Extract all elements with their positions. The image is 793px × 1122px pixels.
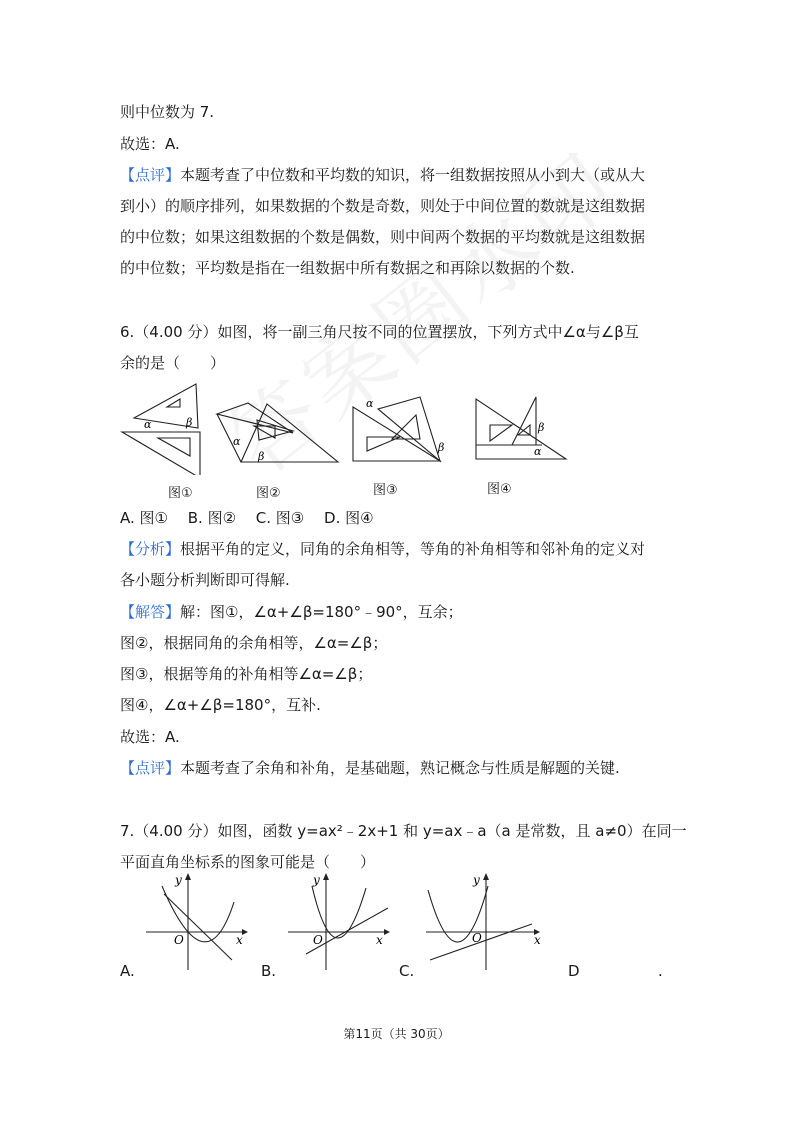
comment-tag: 【点评】 [120,166,181,184]
triangle-figure-1 [118,380,208,475]
text-line: 到小）的顺序排列，如果数据的个数是奇数，则处于中间位置的数就是这组数据 [120,197,646,215]
y-axis-label: y [313,873,320,887]
graph-option-b [284,872,392,974]
text-line: 故选：A. [120,135,180,153]
figure-caption: 图① [168,486,193,501]
text-line: 的中位数；如果这组数据的个数是偶数，则中间两个数据的平均数就是这组数据 [120,228,646,246]
alpha-label: α [534,445,542,458]
triangle-figure-2 [213,398,343,466]
origin-label: O [472,931,482,945]
comment-line [120,758,620,778]
option-label-a: A. [120,962,135,980]
text-line: 则中位数为 7. [120,103,215,121]
text-line: 的中位数；平均数是指在一组数据中所有数据之和再除以数据的个数. [120,259,575,277]
y-axis-label: y [473,873,480,887]
text-line: 各小题分析判断即可得解. [120,571,290,589]
analysis-tag: 【分析】 [120,540,181,558]
trailing-period: . [658,962,663,980]
answer-options: A. 图① B. 图② C. 图③ D. 图④ [120,509,374,527]
solution-line [120,602,463,622]
page-footer: 第11页（共 30页） [343,1027,450,1041]
figure-caption: 图④ [487,482,512,497]
analysis-line [120,539,645,559]
text-line: 图③，根据等角的补角相等∠α=∠β； [120,665,373,683]
question-stem: 余的是（ ） [120,354,226,372]
beta-label: β [438,441,445,454]
comment-text: 本题考查了中位数和平均数的知识，将一组数据按照从小到大（或从大 [180,166,646,184]
beta-label: β [186,416,193,429]
question-stem: 7.（4.00 分）如图，函数 y=ax²﹣2x+1 和 y=ax﹣a（a 是常数，且 a≠0）在同一 [120,822,687,840]
comment-line [120,165,645,185]
beta-label: β [538,421,545,434]
origin-label: O [313,933,323,947]
solution-text: 解：图①，∠α+∠β=180°﹣90°，互余； [180,603,463,621]
question-stem: 6.（4.00 分）如图，将一副三角尺按不同的位置摆放，下列方式中∠α与∠β互 [120,323,639,341]
text-line: 图④，∠α+∠β=180°，互补. [120,696,321,714]
triangle-figure-3 [348,393,448,465]
comment-text: 本题考查了余角和补角，是基础题，熟记概念与性质是解题的关键. [180,759,620,777]
figure-caption: 图② [256,486,281,501]
y-axis-label: y [175,873,182,887]
alpha-label: α [366,397,374,410]
solution-tag: 【解答】 [120,603,181,621]
text-line: 故选：A. [120,728,180,746]
text-line: 图②，根据同角的余角相等，∠α=∠β； [120,634,388,652]
graph-option-c [422,872,544,974]
x-axis-label: x [236,933,243,947]
option-label-c: C. [399,962,415,980]
option-label-d: D [568,962,580,980]
triangle-figure-4 [472,393,572,463]
question-stem: 平面直角坐标系的图象可能是（ ） [120,853,376,871]
comment-tag: 【点评】 [120,759,181,777]
x-axis-label: x [376,933,383,947]
alpha-label: α [144,418,152,431]
analysis-text: 根据平角的定义，同角的余角相等，等角的补角相等和邻补角的定义对 [180,540,646,558]
figure-caption: 图③ [373,483,398,498]
alpha-label: α [233,435,241,448]
origin-label: O [174,933,184,947]
beta-label: β [258,450,265,463]
graph-option-a [142,872,250,974]
x-axis-label: x [534,933,541,947]
option-label-b: B. [261,962,277,980]
